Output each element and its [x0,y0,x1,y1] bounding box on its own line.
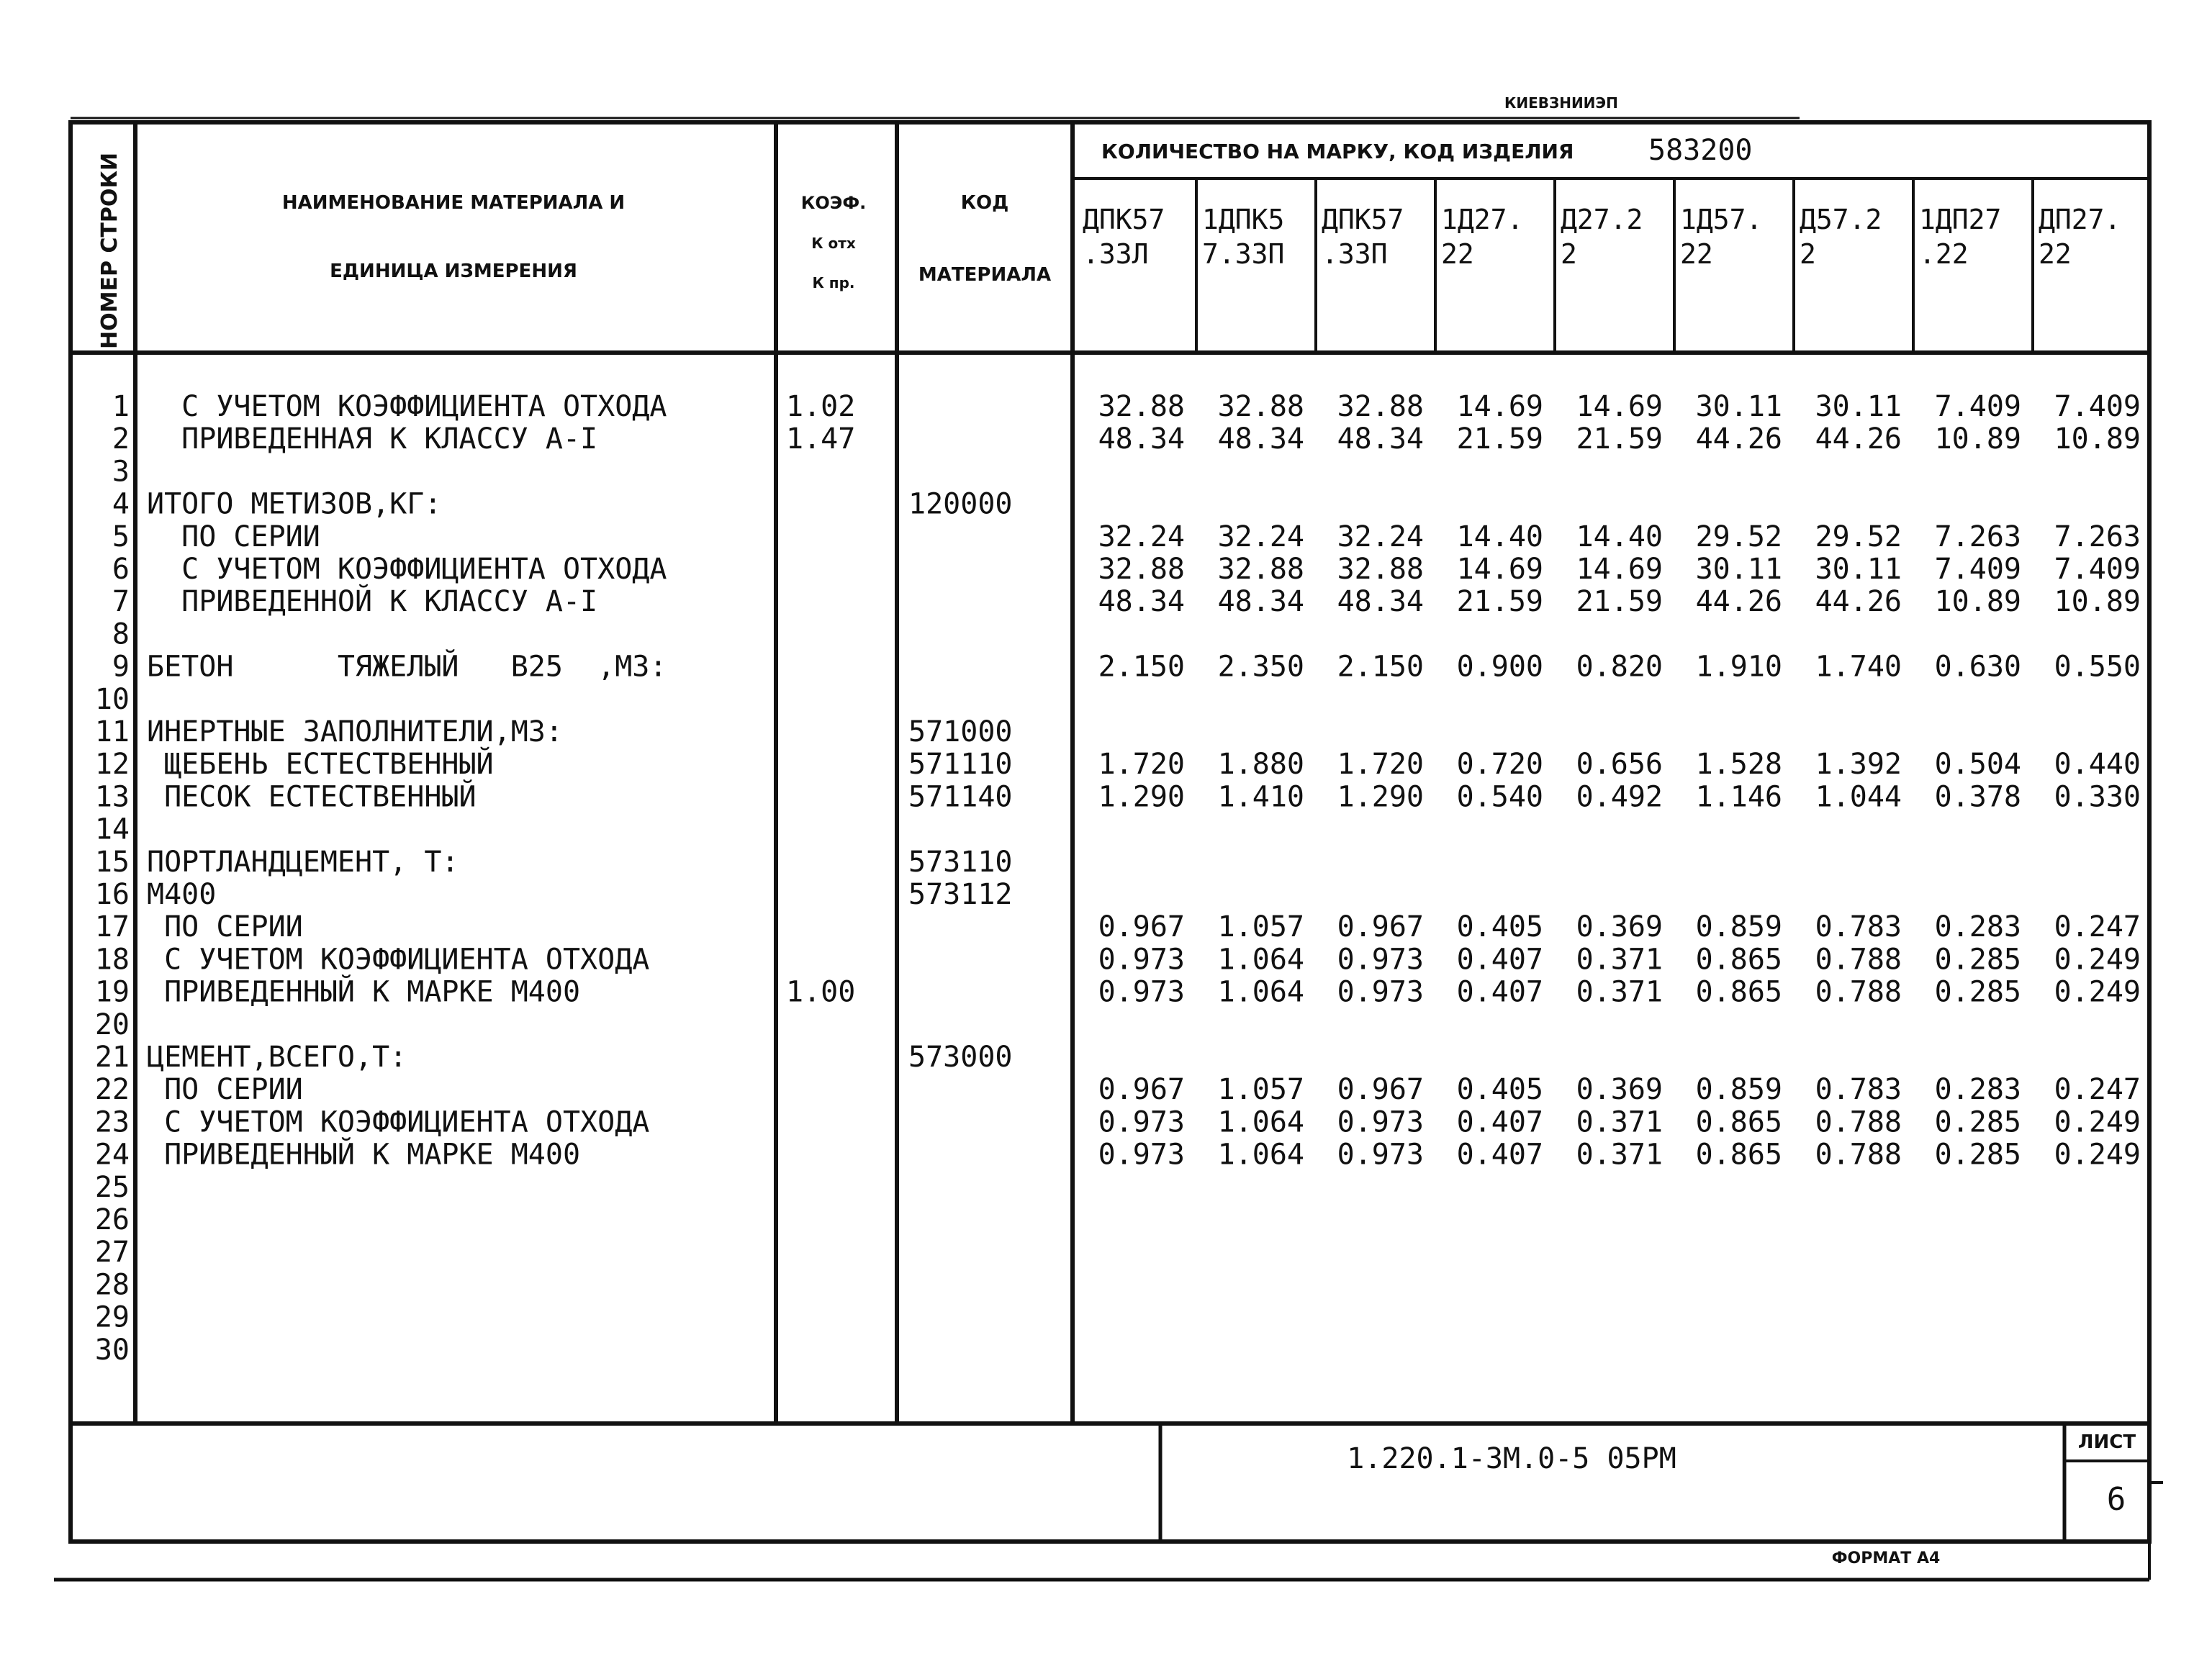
row-number: 20 [94,1008,130,1041]
material-name: ПРИВЕДЕННОЙ К КЛАССУ А-I [147,585,598,619]
material-name: ИТОГО МЕТИЗОВ,КГ: [147,487,442,521]
table-row [95,1203,130,1236]
quantity-cell: 32.88 [1217,390,1304,423]
column-header-line1: 1ДПК5 [1202,204,1285,235]
quantity-cell: 0.973 [1098,1138,1185,1172]
row-number: 21 [94,1041,130,1074]
quantity-cell: 1.064 [1217,1138,1304,1172]
quantity-cell: 7.409 [2054,553,2141,586]
quantity-cell: 0.405 [1456,1073,1543,1107]
quantity-cell: 14.69 [1576,553,1663,586]
quantity-cell: 0.788 [1815,1105,1902,1139]
header-code-line1: КОД [960,192,1009,214]
column-header-line2: 2 [1561,238,1577,270]
quantity-cell: 0.407 [1456,1105,1543,1139]
material-code: 571000 [908,715,1013,748]
row-number: 10 [94,682,130,716]
column-header-line1: ДПК57 [1322,204,1404,235]
material-name: ЩЕБЕНЬ ЕСТЕСТВЕННЫЙ [147,748,494,782]
quantity-cell: 48.34 [1098,585,1185,619]
table-row [112,617,130,651]
material-name: ПРИВЕДЕННЫЙ К МАРКЕ М400 [147,1138,581,1172]
row-number: 15 [94,845,130,879]
quantity-cell: 0.283 [1934,910,2021,944]
table-row [112,584,2141,618]
quantity-cell: 0.865 [1695,943,1782,977]
quantity-cell: 32.24 [1217,520,1304,553]
quantity-cell: 0.371 [1576,1138,1663,1172]
quantity-cell: 0.249 [2054,943,2141,977]
row-number: 16 [94,878,130,911]
row-number: 1 [112,390,130,423]
row-number: 2 [112,422,130,456]
sheet-number: 6 [2106,1481,2126,1518]
quantity-cell: 29.52 [1815,520,1902,553]
quantity-cell: 1.146 [1695,780,1782,814]
quantity-cell: 0.783 [1815,910,1902,944]
material-code: 120000 [908,487,1013,521]
quantity-cell: 32.88 [1098,390,1185,423]
quantity-cell: 0.369 [1576,1073,1663,1107]
column-header-line2: 22 [2039,238,2072,270]
quantity-cell: 0.720 [1456,748,1543,782]
column-header-line1: 1ДП27 [1919,204,2002,235]
quantity-cell: 30.11 [1815,553,1902,586]
quantity-cell: 0.247 [2054,1073,2141,1107]
quantity-cell: 1.064 [1217,1105,1304,1139]
quantity-cell: 48.34 [1337,585,1424,619]
header-name-line1: НАИМЕНОВАНИЕ МАТЕРИАЛА И [281,192,626,214]
quantity-cell: 0.371 [1576,943,1663,977]
quantity-cell: 1.064 [1217,943,1304,977]
table-row [112,488,1013,521]
quantity-cell: 1.392 [1815,748,1902,782]
quantity-cell: 0.249 [2054,1138,2141,1172]
quantity-cell: 48.34 [1217,585,1304,619]
quantity-cell: 0.630 [1934,650,2021,684]
table-row [112,520,2141,553]
quantity-cell: 32.88 [1337,390,1424,423]
quantity-cell: 1.720 [1098,748,1185,782]
quantity-cell: 2.350 [1217,650,1304,684]
quantity-cell: 14.40 [1576,520,1663,553]
quantity-cell: 0.967 [1098,1073,1185,1107]
quantity-cell: 0.973 [1098,975,1185,1009]
quantity-cell: 1.720 [1337,748,1424,782]
row-number: 4 [112,487,130,521]
table-row [95,1334,130,1367]
quantity-cell: 1.057 [1217,1073,1304,1107]
quantity-cell: 30.11 [1815,390,1902,423]
quantity-cell: 14.69 [1576,390,1663,423]
material-code: 573112 [908,878,1013,911]
quantity-cell: 32.24 [1098,520,1185,553]
material-name: С УЧЕТОМ КОЭФФИЦИЕНТА ОТХОДА [147,553,667,586]
table-row [95,943,2141,976]
row-number: 5 [112,520,130,553]
quantity-cell: 2.150 [1098,650,1185,684]
quantity-cell: 44.26 [1695,422,1782,456]
quantity-cell: 0.249 [2054,975,2141,1009]
format-label: ФОРМАТ А4 [1831,1549,1941,1567]
table-row [95,878,1013,911]
table-row [95,1236,130,1269]
top-stub [71,94,1800,118]
row-number: 30 [94,1333,130,1367]
quantity-cell: 0.783 [1815,1073,1902,1107]
quantity-cell: 1.880 [1217,748,1304,782]
quantity-cell: 0.900 [1456,650,1543,684]
quantity-cell: 0.973 [1098,1105,1185,1139]
row-number: 6 [112,553,130,586]
quantity-cell: 0.371 [1576,1105,1663,1139]
quantity-cell: 32.88 [1337,553,1424,586]
column-header-line2: 22 [1680,238,1713,270]
quantity-cell: 29.52 [1695,520,1782,553]
quantity-cell: 32.24 [1337,520,1424,553]
header-coef-line1: КОЭФ. [800,193,867,213]
material-code: 573110 [908,845,1013,879]
table-row [112,390,2141,423]
table-row [95,1041,1013,1074]
quantity-cell: 0.504 [1934,748,2021,782]
table-row [112,553,2141,586]
column-headers [1083,204,2121,270]
quantity-cell: 10.89 [2054,422,2141,456]
column-header-line2: 7.33П [1202,238,1285,270]
quantity-cell: 1.044 [1815,780,1902,814]
column-header-line2: .22 [1919,238,1969,270]
quantity-cell: 44.26 [1695,585,1782,619]
header-quantity-label: КОЛИЧЕСТВО НА МАРКУ, КОД ИЗДЕЛИЯ [1101,140,1574,163]
table-row [95,1105,2141,1139]
quantity-cell: 14.69 [1456,553,1543,586]
material-name: ПРИВЕДЕННЫЙ К МАРКЕ М400 [147,975,581,1009]
quantity-cell: 10.89 [1934,422,2021,456]
quantity-cell: 1.410 [1217,780,1304,814]
quantity-cell: 32.88 [1098,553,1185,586]
row-number: 3 [112,455,130,489]
table-row [95,683,130,716]
quantity-cell: 0.285 [1934,943,2021,977]
row-number: 18 [94,943,130,977]
quantity-cell: 0.788 [1815,1138,1902,1172]
table-row [95,1073,2141,1106]
table-row [95,1137,2141,1172]
quantity-cell: 0.440 [2054,748,2141,782]
coefficient: 1.47 [786,422,856,456]
header-code-line2: МАТЕРИАЛА [918,264,1052,286]
row-number: 14 [94,813,130,846]
column-header-line2: 2 [1800,238,1816,270]
quantity-cell: 1.290 [1337,780,1424,814]
column-header-line1: Д27.2 [1561,204,1643,235]
quantity-cell: 1.528 [1695,748,1782,782]
column-header-line1: 1Д57. [1680,204,1763,235]
material-name: ПОРТЛАНДЦЕМЕНТ, Т: [147,845,459,879]
column-header-line1: 1Д27. [1441,204,1524,235]
quantity-cell: 0.249 [2054,1105,2141,1139]
row-number: 8 [112,617,130,651]
material-name: С УЧЕТОМ КОЭФФИЦИЕНТА ОТХОДА [147,390,667,423]
quantity-cell: 0.371 [1576,975,1663,1009]
material-name: ПО СЕРИИ [147,520,320,553]
quantity-cell: 7.409 [2054,390,2141,423]
quantity-cell: 1.740 [1815,650,1902,684]
row-number: 26 [94,1203,130,1236]
quantity-cell: 1.290 [1098,780,1185,814]
column-header-line2: 22 [1441,238,1474,270]
quantity-cell: 0.820 [1576,650,1663,684]
table-row [95,1268,130,1301]
table-row [112,455,130,488]
quantity-cell: 0.247 [2054,910,2141,944]
header-row-number: НОМЕР СТРОКИ [97,153,122,349]
table-row [95,910,2141,943]
header-coef-line2: К отх [811,235,856,252]
column-header-line2: .33Л [1083,238,1149,270]
quantity-cell: 0.865 [1695,1138,1782,1172]
quantity-cell: 0.788 [1815,975,1902,1009]
table-row [95,1301,130,1334]
quantity-cell: 0.973 [1337,1105,1424,1139]
quantity-cell: 1.910 [1695,650,1782,684]
material-name: ПО СЕРИИ [147,910,303,944]
quantity-cell: 0.378 [1934,780,2021,814]
quantity-cell: 0.405 [1456,910,1543,944]
quantity-cell: 21.59 [1456,422,1543,456]
material-code: 571110 [908,748,1013,782]
quantity-cell: 44.26 [1815,585,1902,619]
quantity-cell: 10.89 [2054,585,2141,619]
material-name: ПРИВЕДЕННАЯ К КЛАССУ А-I [147,422,598,456]
table-row [95,813,130,846]
row-number: 29 [94,1300,130,1334]
quantity-cell: 2.150 [1337,650,1424,684]
quantity-cell: 0.973 [1337,943,1424,977]
row-number: 23 [94,1105,130,1139]
quantity-cell: 0.973 [1337,975,1424,1009]
material-name: ИНЕРТНЫЕ ЗАПОЛНИТЕЛИ,М3: [147,715,563,748]
quantity-cell: 32.88 [1217,553,1304,586]
sheet-label: ЛИСТ [2077,1431,2136,1453]
quantity-cell: 0.859 [1695,910,1782,944]
quantity-cell: 0.967 [1337,910,1424,944]
material-name: ЦЕМЕНТ,ВСЕГО,Т: [147,1041,407,1074]
quantity-cell: 48.34 [1098,422,1185,456]
quantity-cell: 7.263 [2054,520,2141,553]
material-name: С УЧЕТОМ КОЭФФИЦИЕНТА ОТХОДА [147,943,650,977]
quantity-cell: 0.407 [1456,975,1543,1009]
row-number: 13 [94,780,130,814]
quantity-cell: 0.967 [1337,1073,1424,1107]
material-name: М400 [147,878,217,911]
quantity-cell: 21.59 [1576,422,1663,456]
quantity-cell: 0.540 [1456,780,1543,814]
quantity-cell: 0.967 [1098,910,1185,944]
quantity-cell: 30.11 [1695,553,1782,586]
material-code: 571140 [908,780,1013,814]
header-name-line2: ЕДИНИЦА ИЗМЕРЕНИЯ [330,261,577,282]
quantity-cell: 0.407 [1456,943,1543,977]
quantity-cell: 14.69 [1456,390,1543,423]
quantity-cell: 14.40 [1456,520,1543,553]
column-header-line2: .33П [1322,238,1388,270]
table-row [95,779,2141,813]
row-number: 12 [94,748,130,782]
quantity-cell: 21.59 [1576,585,1663,619]
table-row [95,974,2141,1009]
row-number: 24 [94,1138,130,1172]
table-row [112,649,2141,684]
quantity-cell: 48.34 [1217,422,1304,456]
column-header-line1: ДПК57 [1083,204,1165,235]
table-row [95,846,1013,879]
quantity-cell: 44.26 [1815,422,1902,456]
quantity-cell: 10.89 [1934,585,2021,619]
row-number: 27 [94,1236,130,1269]
header-product-code: 583200 [1648,134,1753,167]
quantity-cell: 0.492 [1576,780,1663,814]
quantity-cell: 0.283 [1934,1073,2021,1107]
material-name: БЕТОН ТЯЖЕЛЫЙ В25 ,М3: [147,650,667,684]
quantity-cell: 0.656 [1576,748,1663,782]
quantity-cell: 0.330 [2054,780,2141,814]
column-header-line1: Д57.2 [1800,204,1882,235]
quantity-cell: 0.285 [1934,1138,2021,1172]
quantity-cell: 1.057 [1217,910,1304,944]
table-row [112,422,2141,456]
row-number: 22 [94,1073,130,1107]
quantity-cell: 21.59 [1456,585,1543,619]
row-number: 7 [112,585,130,619]
quantity-cell: 0.973 [1337,1138,1424,1172]
quantity-cell: 0.865 [1695,1105,1782,1139]
row-number: 28 [94,1268,130,1302]
quantity-cell: 0.369 [1576,910,1663,944]
quantity-cell: 0.550 [2054,650,2141,684]
quantity-cell: 0.285 [1934,1105,2021,1139]
row-number: 17 [94,910,130,944]
top-stub-label: КИЕВЗНИИЭП [1504,94,1618,112]
table-row [95,1171,130,1204]
quantity-cell: 7.263 [1934,520,2021,553]
header-coef-line3: К пр. [812,274,855,291]
quantity-cell: 7.409 [1934,390,2021,423]
row-number: 9 [112,650,130,684]
quantity-cell: 0.973 [1098,943,1185,977]
quantity-cell: 30.11 [1695,390,1782,423]
quantity-cell: 0.407 [1456,1138,1543,1172]
material-name: ПО СЕРИИ [147,1073,303,1107]
coefficient: 1.02 [786,390,856,423]
column-header-line1: ДП27. [2039,204,2121,235]
document-code: 1.220.1-3М.0-5 05РМ [1347,1442,1676,1475]
quantity-cell: 7.409 [1934,553,2021,586]
quantity-cell: 1.064 [1217,975,1304,1009]
material-code: 573000 [908,1041,1013,1074]
quantity-cell: 0.788 [1815,943,1902,977]
row-number: 19 [94,975,130,1009]
table-body [95,390,2141,1367]
table-row [95,1008,130,1041]
quantity-cell: 48.34 [1337,422,1424,456]
quantity-cell: 0.859 [1695,1073,1782,1107]
row-number: 11 [94,715,130,748]
table-row [95,746,2141,781]
row-number: 25 [94,1170,130,1204]
coefficient: 1.00 [786,975,856,1009]
quantity-cell: 0.865 [1695,975,1782,1009]
material-name: ПЕСОК ЕСТЕСТВЕННЫЙ [147,780,477,814]
table-row [95,715,1013,748]
quantity-cell: 0.285 [1934,975,2021,1009]
material-name: С УЧЕТОМ КОЭФФИЦИЕНТА ОТХОДА [147,1105,650,1139]
